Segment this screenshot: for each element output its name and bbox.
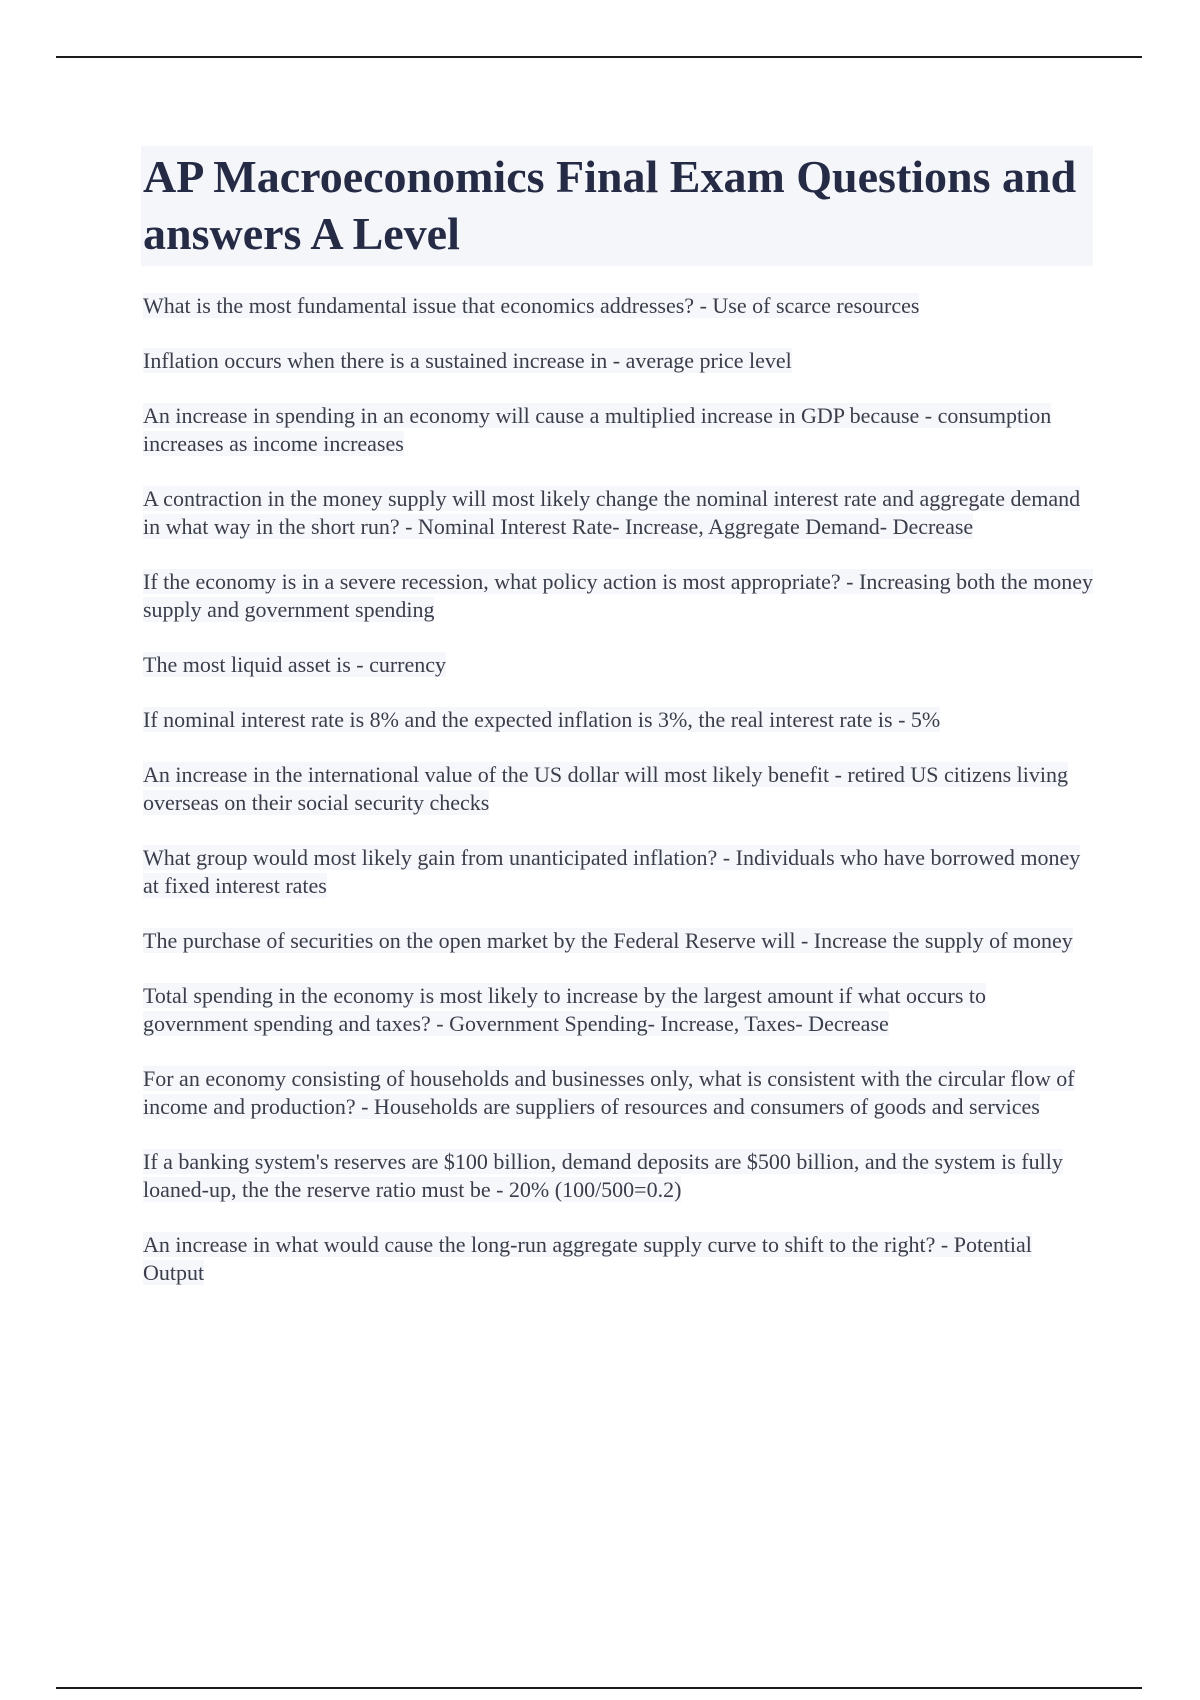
qa-item: A contraction in the money supply will most likely change the nominal interest rate and aggregate demand in what way in the short run? - Nominal Interest Rate- Increase, Aggregate Demand- Decrease: [143, 486, 1081, 539]
bottom-rule: [56, 1687, 1142, 1689]
top-rule: [56, 56, 1142, 58]
qa-item: An increase in the international value of the US dollar will most likely benefit - retired US citizens living overseas on their social security checks: [143, 762, 1068, 815]
document-body: [143, 146, 1093, 1314]
qa-item: If a banking system's reserves are $100 billion, demand deposits are $500 billion, and the system is fully loaned-up, the the reserve ratio must be - 20% (100/500=0.2): [143, 1149, 1063, 1202]
qa-item: What is the most fundamental issue that economics addresses? - Use of scarce resources: [143, 293, 920, 318]
qa-item: Inflation occurs when there is a sustained increase in - average price level: [143, 348, 792, 373]
qa-item: The most liquid asset is - currency: [143, 652, 447, 677]
qa-item: What group would most likely gain from unanticipated inflation? - Individuals who have borrowed money at fixed interest rates: [143, 845, 1081, 898]
qa-item: The purchase of securities on the open market by the Federal Reserve will - Increase the supply of money: [143, 928, 1073, 953]
qa-item: An increase in what would cause the long-run aggregate supply curve to shift to the right? - Potential Output: [143, 1232, 1032, 1285]
document-title: AP Macroeconomics Final Exam Questions and answers A Level: [143, 151, 1077, 259]
qa-item: If the economy is in a severe recession, what policy action is most appropriate? - Increasing both the money supply and government spending: [143, 569, 1093, 622]
title-block: [141, 146, 1093, 266]
qa-item: For an economy consisting of households and businesses only, what is consistent with the circular flow of income and production? - Households are suppliers of resources and consumers of goods and services: [143, 1066, 1075, 1119]
qa-item: If nominal interest rate is 8% and the expected inflation is 3%, the real interest rate is - 5%: [143, 707, 941, 732]
qa-item: Total spending in the economy is most likely to increase by the largest amount if what occurs to government spending and taxes? - Government Spending- Increase, Taxes- Decrease: [143, 983, 987, 1036]
qa-item: An increase in spending in an economy will cause a multiplied increase in GDP because - consumption increases as income increases: [143, 403, 1052, 456]
